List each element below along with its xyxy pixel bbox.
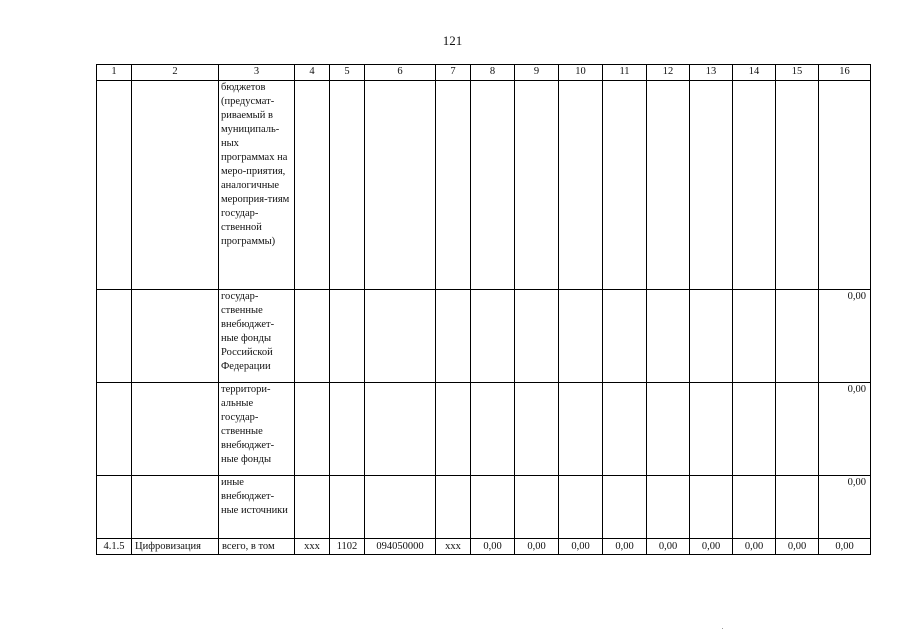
code-cell: xxx bbox=[436, 539, 471, 555]
code-cell: xxx bbox=[295, 539, 330, 555]
item-number-cell: 4.1.5 bbox=[97, 539, 132, 555]
column-header: 7 bbox=[436, 65, 471, 81]
table-row bbox=[97, 539, 871, 555]
amount-cell: 0,00 bbox=[471, 539, 515, 555]
amount-cell: 0,00 bbox=[819, 476, 871, 539]
column-header: 16 bbox=[819, 65, 871, 81]
column-header: 5 bbox=[330, 65, 365, 81]
column-header: 12 bbox=[647, 65, 690, 81]
amount-cell: 0,00 bbox=[515, 539, 559, 555]
table-row bbox=[97, 476, 871, 539]
amount-cell: 0,00 bbox=[819, 539, 871, 555]
amount-cell: 0,00 bbox=[776, 539, 819, 555]
column-header: 2 bbox=[132, 65, 219, 81]
budget-table bbox=[96, 64, 871, 555]
funding-source-label: территори-альные государ-ственные внебюджет-ные фонды bbox=[219, 383, 295, 476]
column-header: 14 bbox=[733, 65, 776, 81]
funding-source-label: иные внебюджет-ные источники bbox=[219, 476, 295, 539]
amount-cell bbox=[819, 81, 871, 290]
column-header: 4 bbox=[295, 65, 330, 81]
column-header: 6 bbox=[365, 65, 436, 81]
funding-source-label: государ-ственные внебюджет-ные фонды Российской Федерации bbox=[219, 290, 295, 383]
amount-cell: 0,00 bbox=[733, 539, 776, 555]
funding-source-label: бюджетов (предусмат-риваемый в муниципаль-ных программах на меро-приятия, аналогичные мероприя-тиям государ-ственной программы) bbox=[219, 81, 295, 290]
code-cell: 094050000 bbox=[365, 539, 436, 555]
amount-cell: 0,00 bbox=[559, 539, 603, 555]
table-row bbox=[97, 383, 871, 476]
table-row bbox=[97, 81, 871, 290]
scan-speck bbox=[722, 628, 723, 629]
column-header: 11 bbox=[603, 65, 647, 81]
column-number-row bbox=[97, 65, 871, 81]
column-header: 1 bbox=[97, 65, 132, 81]
page-number: 121 bbox=[442, 33, 463, 48]
column-header: 3 bbox=[219, 65, 295, 81]
amount-cell: 0,00 bbox=[690, 539, 733, 555]
column-header: 8 bbox=[471, 65, 515, 81]
column-header: 10 bbox=[559, 65, 603, 81]
item-name-cell: Цифровизация bbox=[132, 539, 219, 555]
amount-cell: 0,00 bbox=[647, 539, 690, 555]
amount-cell: 0,00 bbox=[603, 539, 647, 555]
code-cell: 1102 bbox=[330, 539, 365, 555]
amount-cell: 0,00 bbox=[819, 383, 871, 476]
amount-cell: 0,00 bbox=[819, 290, 871, 383]
table-row bbox=[97, 290, 871, 383]
column-header: 15 bbox=[776, 65, 819, 81]
column-header: 13 bbox=[690, 65, 733, 81]
column-header: 9 bbox=[515, 65, 559, 81]
funding-source-label: всего, в том bbox=[219, 539, 295, 555]
